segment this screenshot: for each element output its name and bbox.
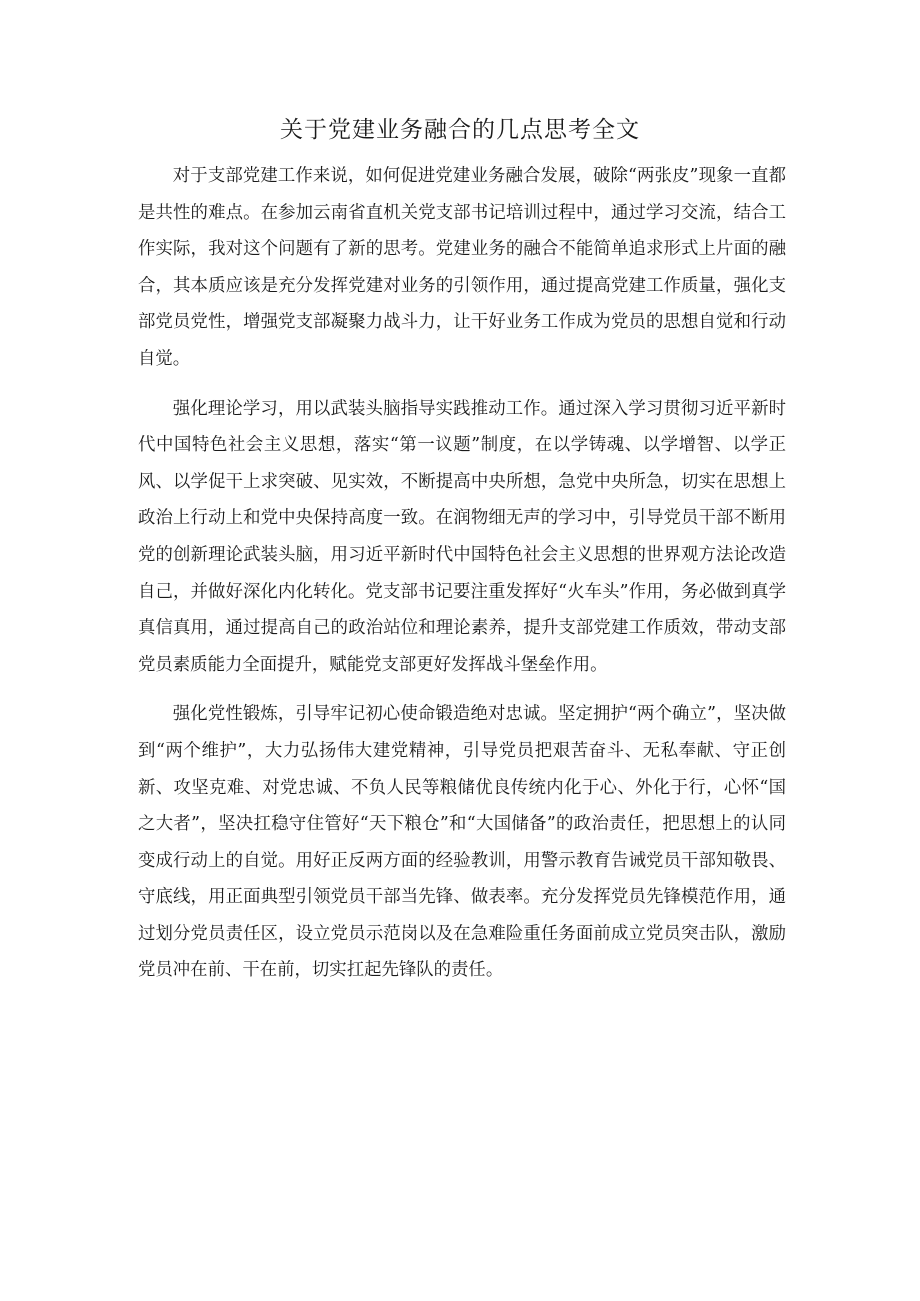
document-title: 关于党建业务融合的几点思考全文: [280, 117, 640, 143]
document-body: [138, 158, 786, 1002]
paragraph-2: 强化理论学习，用以武装头脑指导实践推动工作。通过深入学习贯彻习近平新时代中国特色社会主义思想，落实“第一议题”制度，在以学铸魂、以学增智、以学正风、以学促干上求突破、见实效，不断提高中央所想，急党中央所急，切实在思想上政治上行动上和党中央保持高度一致。在润物细无声的学习中，引导党员干部不断用党的创新理论武装头脑，用习近平新时代中国特色社会主义思想的世界观方法论改造自己，并做好深化内化转化。党支部书记要注重发挥好“火车头”作用，务必做到真学真信真用，通过提高自己的政治站位和理论素养，提升支部党建工作质效，带动支部党员素质能力全面提升，赋能党支部更好发挥战斗堡垒作用。: [138, 398, 786, 675]
paragraph-1: 对于支部党建工作来说，如何促进党建业务融合发展，破除“两张皮”现象一直都是共性的难点。在参加云南省直机关党支部书记培训过程中，通过学习交流，结合工作实际，我对这个问题有了新的思考。党建业务的融合不能简单追求形式上片面的融合，其本质应该是充分发挥党建对业务的引领作用，通过提高党建工作质量，强化支部党员党性，增强党支部凝聚力战斗力，让干好业务工作成为党员的思想自觉和行动自觉。: [138, 166, 786, 369]
paragraph-3: 强化党性锻炼，引导牢记初心使命锻造绝对忠诚。坚定拥护“两个确立”，坚决做到“两个维护”，大力弘扬伟大建党精神，引导党员把艰苦奋斗、无私奉献、守正创新、攻坚克难、对党忠诚、不负人民等粮储优良传统内化于心、外化于行，心怀“国之大者”，坚决扛稳守住管好“天下粮仓”和“大国储备”的政治责任，把思想上的认同变成行动上的自觉。用好正反两方面的经验教训，用警示教育告诫党员干部知敬畏、守底线，用正面典型引领党员干部当先锋、做表率。充分发挥党员先锋模范作用，通过划分党员责任区，设立党员示范岗以及在急难险重任务面前成立党员突击队，激励党员冲在前、干在前，切实扛起先锋队的责任。: [138, 704, 786, 981]
